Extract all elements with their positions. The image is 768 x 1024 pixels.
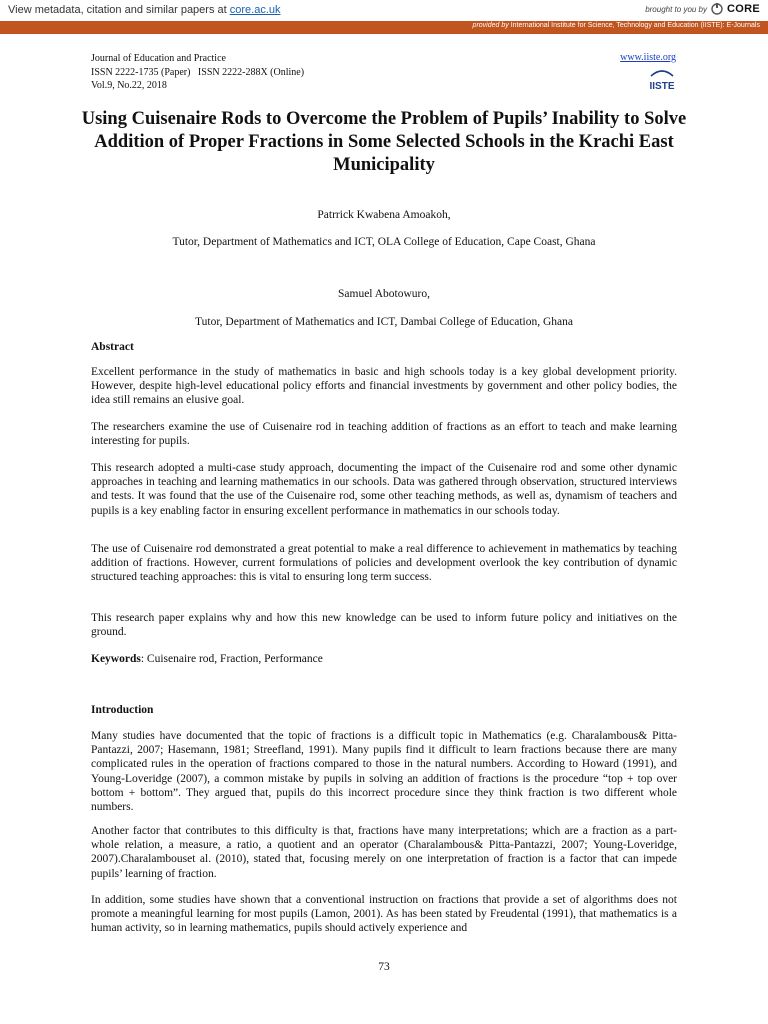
introduction-paragraph-2: Another factor that contributes to this difficulty is that, fractions have many interpretations; which are a fraction as a part-whole relation, a measure, a ratio, a quotient and an operator (Charalambous& Pitta-Pantazzi, 2007; Young-Loveridge, 2007).Charalambouset al. (2010), stated that, focusing merely on one interpretation of fraction is a factor that can impede pupils’ learning of fraction. (91, 825, 677, 880)
author-2-name: Samuel Abotowuro, (338, 288, 430, 300)
provider-bar (0, 21, 768, 34)
author-1-affiliation: Tutor, Department of Mathematics and ICT, OLA College of Education, Cape Coast, Ghana (172, 236, 596, 248)
journal-name: Journal of Education and Practice (91, 53, 226, 64)
core-metadata-text (8, 4, 281, 16)
abstract-paragraph-1: Excellent performance in the study of mathematics in basic and high schools today is a key global development priority. However, despite high-level educational policy efforts and financial investments by government and other policy bodies, the idea still remains an elusive goal. (91, 366, 677, 407)
page-number: 73 (378, 961, 390, 973)
abstract-heading: Abstract (91, 341, 134, 353)
introduction-heading: Introduction (91, 704, 154, 716)
core-brand[interactable] (645, 3, 760, 15)
keywords-values: : Cuisenaire rod, Fraction, Performance (140, 653, 323, 665)
journal-volume: Vol.9, No.22, 2018 (91, 80, 167, 91)
journal-header (91, 52, 304, 93)
author-2-affiliation: Tutor, Department of Mathematics and ICT, Dambai College of Education, Ghana (195, 316, 573, 328)
paper-title: Using Cuisenaire Rods to Overcome the Problem of Pupils’ Inability to Solve Addition of Proper Fractions in Some Selected Schools in the Krachi East Municipality (81, 109, 687, 175)
keywords-label: Keywords (91, 653, 141, 665)
provider-text (473, 22, 760, 29)
core-brand-label: CORE (727, 3, 760, 15)
core-link[interactable]: core.ac.uk (229, 4, 281, 16)
abstract-paragraph-3: This research adopted a multi-case study approach, documenting the impact of the Cuisenaire rod and some other dynamic approaches in teaching and learning mathematics in our schools. Data was gathered through observation, structured interviews and tests. It was found that the use of the Cuisenaire rod, some other teaching methods, as well as, dynamism of teachers and pupils is a key enabling factor in ensuring excellent performance in mathematics in our schools today. (91, 462, 677, 517)
introduction-paragraph-3: In addition, some studies have shown that a conventional instruction on fractions that provide a set of algorithms does not promote a meaningful learning for most pupils (Lamon, 2001). As has been stated by Freudental (1991), that mathematics is a human activity, so in learning mathematics, pupils should actively experience and (91, 894, 677, 935)
core-logo-icon (711, 3, 723, 15)
iiste-logo (648, 68, 676, 92)
author-1-name: Patrrick Kwabena Amoakoh, (317, 209, 451, 221)
abstract-paragraph-5: This research paper explains why and how this new knowledge can be used to inform future policy and initiatives on the ground. (91, 612, 677, 639)
journal-website-link[interactable]: www.iiste.org (620, 52, 676, 63)
provided-by-label: provided by (472, 22, 509, 29)
provider-name: International Institute for Science, Technology and Education (IISTE): E-Journals (510, 22, 760, 29)
keywords-line (91, 652, 677, 666)
iiste-logo-text: IISTE (649, 81, 675, 92)
journal-issn: ISSN 2222-1735 (Paper) ISSN 2222-288X (Online) (91, 66, 305, 78)
abstract-paragraph-2: The researchers examine the use of Cuisenaire rod in teaching addition of fractions as an effort to teach and make learning interesting for pupils. (91, 421, 677, 448)
core-banner (0, 0, 768, 22)
introduction-paragraph-1: Many studies have documented that the topic of fractions is a difficult topic in Mathematics (e.g. Charalambous& Pitta-Pantazzi, 2007; Hasemann, 1981; Streefland, 1991). Many pupils find it difficult to learn fractions because there are many complicated rules in the operation of fractions compared to those in the natural numbers. According to Howard (1991), and Young-Loveridge (2007), a common mistake by pupils in solving an addition of fractions is the procedure “top + top over bottom + bottom”. They argued that, pupils do this incorrect procedure since they think fraction is two different whole numbers. (91, 730, 677, 814)
core-metadata-prefix: View metadata, citation and similar papers at (8, 4, 230, 16)
brought-to-you-text: brought to you by (645, 4, 708, 14)
abstract-paragraph-4: The use of Cuisenaire rod demonstrated a great potential to make a real difference to achievement in mathematics by teaching addition of fractions. However, current formulations of policies and development overlook the key contribution of dynamic structured teaching approaches: this is vital to ensuring long term success. (91, 543, 677, 584)
